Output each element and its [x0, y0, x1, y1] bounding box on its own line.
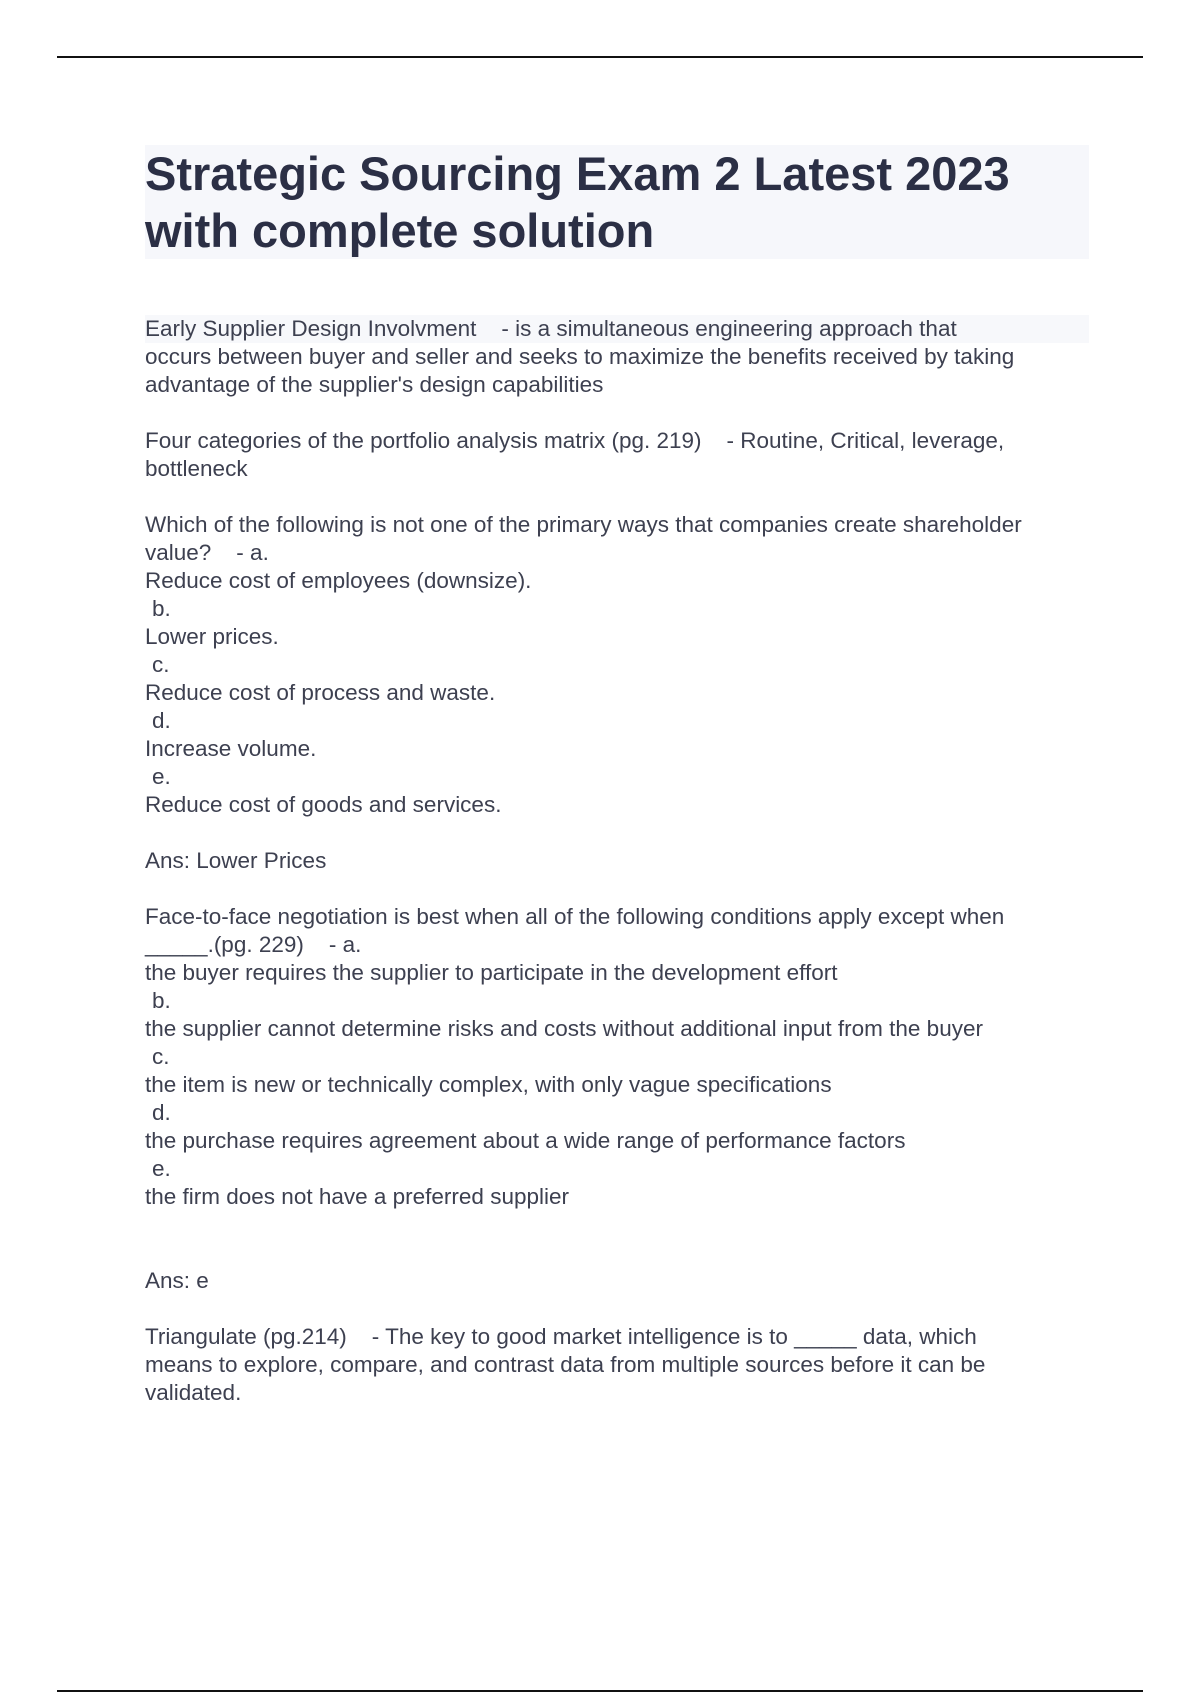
- answer: Ans: Lower Prices: [145, 848, 327, 873]
- definition: - Routine, Critical, leverage,: [726, 428, 1005, 453]
- flashcard-early-supplier: [145, 315, 1089, 399]
- title-line-1: Strategic Sourcing Exam 2 Latest 2023: [145, 147, 1010, 200]
- option-letter: c.: [152, 652, 170, 677]
- option-letter: d.: [152, 1100, 171, 1125]
- term: Four categories of the portfolio analysis matrix (pg. 219): [145, 428, 702, 453]
- option-b: Lower prices.: [145, 624, 279, 649]
- option-letter: e.: [152, 764, 171, 789]
- option-a: Reduce cost of employees (downsize).: [145, 568, 532, 593]
- option-e: Reduce cost of goods and services.: [145, 792, 502, 817]
- question-line: Triangulate (pg.214) - The key to good market intelligence is to _____ data, which: [145, 1324, 977, 1349]
- option-b: the supplier cannot determine risks and costs without additional input from the buyer: [145, 1016, 983, 1041]
- question-line: _____.(pg. 229) - a.: [145, 932, 362, 957]
- option-d: the purchase requires agreement about a wide range of performance factors: [145, 1128, 906, 1153]
- option-e: the firm does not have a preferred supplier: [145, 1184, 569, 1209]
- term: Early Supplier Design Involvment: [145, 316, 477, 341]
- option-letter: e.: [152, 1156, 171, 1181]
- flashcard-triangulate: [145, 1323, 1089, 1407]
- title-block: [145, 145, 1089, 259]
- question-line: Which of the following is not one of the primary ways that companies create shareholder: [145, 512, 1022, 537]
- document-content: [145, 145, 1089, 1435]
- option-d: Increase volume.: [145, 736, 317, 761]
- option-a: the buyer requires the supplier to participate in the development effort: [145, 960, 838, 985]
- definition-line: occurs between buyer and seller and seeks to maximize the benefits received by taking: [145, 344, 1015, 369]
- definition-line: advantage of the supplier's design capabilities: [145, 372, 604, 397]
- definition-line: bottleneck: [145, 456, 248, 481]
- option-letter: c.: [152, 1044, 170, 1069]
- definition: - is a simultaneous engineering approach that: [501, 316, 957, 341]
- option-letter: d.: [152, 708, 171, 733]
- option-letter: b.: [152, 596, 171, 621]
- question-line: Face-to-face negotiation is best when all of the following conditions apply except when: [145, 904, 1005, 929]
- option-c: the item is new or technically complex, with only vague specifications: [145, 1072, 832, 1097]
- flashcard-list: [145, 315, 1089, 1407]
- page-title: [145, 145, 1085, 259]
- question-line: value? - a.: [145, 540, 269, 565]
- option-letter: b.: [152, 988, 171, 1013]
- flashcard-portfolio-matrix: [145, 427, 1089, 483]
- definition-line: means to explore, compare, and contrast data from multiple sources before it can be: [145, 1352, 986, 1377]
- top-rule: [57, 56, 1143, 58]
- flashcard-shareholder-value: [145, 511, 1089, 875]
- flashcard-face-to-face: [145, 903, 1089, 1295]
- bottom-rule: [57, 1690, 1143, 1692]
- definition-line: validated.: [145, 1380, 242, 1405]
- title-line-2: with complete solution: [145, 204, 655, 257]
- option-c: Reduce cost of process and waste.: [145, 680, 496, 705]
- answer: Ans: e: [145, 1268, 209, 1293]
